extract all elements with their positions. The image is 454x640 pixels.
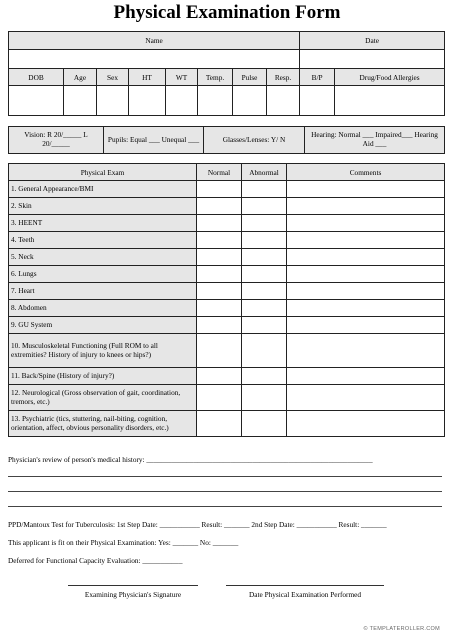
- normal-cell[interactable]: [197, 181, 242, 198]
- patient-info-table: [8, 31, 445, 116]
- table-row: [9, 283, 445, 300]
- exam-item-label: 8. Abdomen: [9, 300, 197, 317]
- history-line[interactable]: [8, 506, 442, 507]
- footer-credit: © TEMPLATEROLLER.COM: [363, 626, 440, 632]
- date-field[interactable]: [300, 50, 445, 69]
- dob-field[interactable]: [9, 86, 64, 116]
- abnormal-cell[interactable]: [242, 300, 287, 317]
- signature-line[interactable]: [68, 585, 198, 586]
- vision-field[interactable]: Vision: R 20/_____ L 20/_____: [9, 127, 104, 154]
- exam-item-label: 4. Teeth: [9, 232, 197, 249]
- normal-cell[interactable]: [197, 198, 242, 215]
- exam-item-label: 7. Heart: [9, 283, 197, 300]
- signature-label: Examining Physician's Signature: [84, 590, 182, 599]
- abnormal-cell[interactable]: [242, 232, 287, 249]
- hearing-field[interactable]: Hearing: Normal ___ Impaired___ Hearing Aid ___: [305, 127, 445, 154]
- comments-cell[interactable]: [287, 249, 445, 266]
- normal-cell[interactable]: [197, 249, 242, 266]
- normal-cell[interactable]: [197, 283, 242, 300]
- abnormal-cell[interactable]: [242, 385, 287, 411]
- table-row: [9, 368, 445, 385]
- col-allergies: Drug/Food Allergies: [335, 69, 445, 86]
- deferred-evaluation-line[interactable]: Deferred for Functional Capacity Evaluation: ___________: [8, 556, 183, 565]
- exam-item-label: 13. Psychiatric (tics, stuttering, nail-biting, cognition, orientation, affect, obvious personality disorders, etc.): [9, 411, 197, 437]
- comments-cell[interactable]: [287, 215, 445, 232]
- temp-field[interactable]: [198, 86, 233, 116]
- exam-item-label: 3. HEENT: [9, 215, 197, 232]
- date-performed-line[interactable]: [226, 585, 384, 586]
- comments-cell[interactable]: [287, 385, 445, 411]
- table-row: [9, 215, 445, 232]
- normal-cell[interactable]: [197, 232, 242, 249]
- resp-field[interactable]: [267, 86, 300, 116]
- normal-cell[interactable]: [197, 334, 242, 368]
- comments-cell[interactable]: [287, 334, 445, 368]
- name-field[interactable]: [9, 50, 300, 69]
- comments-cell[interactable]: [287, 266, 445, 283]
- table-row: [9, 411, 445, 437]
- date-performed-label: Date Physical Examination Performed: [248, 590, 362, 599]
- col-bp: B/P: [300, 69, 335, 86]
- comments-cell[interactable]: [287, 181, 445, 198]
- ht-field[interactable]: [129, 86, 166, 116]
- col-physical-exam: Physical Exam: [9, 164, 197, 181]
- comments-cell[interactable]: [287, 300, 445, 317]
- medical-history-review[interactable]: Physician's review of person's medical history: ______________________________________________________________: [8, 455, 373, 464]
- normal-cell[interactable]: [197, 300, 242, 317]
- exam-item-label: 1. General Appearance/BMI: [9, 181, 197, 198]
- abnormal-cell[interactable]: [242, 181, 287, 198]
- comments-cell[interactable]: [287, 317, 445, 334]
- tb-test-line[interactable]: PPD/Mantoux Test for Tuberculosis: 1st Step Date: ___________ Result: _______ 2nd Step Date: ___________ Result: _______: [8, 520, 387, 529]
- normal-cell[interactable]: [197, 411, 242, 437]
- date-header: Date: [300, 32, 445, 50]
- table-row: [9, 232, 445, 249]
- history-line[interactable]: [8, 491, 442, 492]
- normal-cell[interactable]: [197, 317, 242, 334]
- bp-field[interactable]: [300, 86, 335, 116]
- allergies-field[interactable]: [335, 86, 445, 116]
- col-normal: Normal: [197, 164, 242, 181]
- comments-cell[interactable]: [287, 368, 445, 385]
- exam-item-label: 2. Skin: [9, 198, 197, 215]
- table-row: [9, 334, 445, 368]
- exam-item-label: 10. Musculoskeletal Functioning (Full ROM to all extremities? History of injury to knees or hips?): [9, 334, 197, 368]
- abnormal-cell[interactable]: [242, 283, 287, 300]
- col-resp: Resp.: [267, 69, 300, 86]
- exam-item-label: 6. Lungs: [9, 266, 197, 283]
- abnormal-cell[interactable]: [242, 368, 287, 385]
- exam-item-label: 12. Neurological (Gross observation of gait, coordination, tremors, etc.): [9, 385, 197, 411]
- table-row: [9, 249, 445, 266]
- normal-cell[interactable]: [197, 266, 242, 283]
- abnormal-cell[interactable]: [242, 215, 287, 232]
- col-wt: WT: [166, 69, 198, 86]
- abnormal-cell[interactable]: [242, 198, 287, 215]
- comments-cell[interactable]: [287, 198, 445, 215]
- normal-cell[interactable]: [197, 215, 242, 232]
- abnormal-cell[interactable]: [242, 249, 287, 266]
- glasses-field[interactable]: Glasses/Lenses: Y/ N: [204, 127, 305, 154]
- table-row: [9, 385, 445, 411]
- wt-field[interactable]: [166, 86, 198, 116]
- comments-cell[interactable]: [287, 283, 445, 300]
- exam-item-label: 11. Back/Spine (History of injury?): [9, 368, 197, 385]
- exam-table: [8, 163, 445, 437]
- name-header: Name: [9, 32, 300, 50]
- exam-item-label: 9. GU System: [9, 317, 197, 334]
- abnormal-cell[interactable]: [242, 266, 287, 283]
- sex-field[interactable]: [97, 86, 129, 116]
- page-title: Physical Examination Form: [113, 2, 341, 23]
- table-row: [9, 266, 445, 283]
- normal-cell[interactable]: [197, 368, 242, 385]
- comments-cell[interactable]: [287, 411, 445, 437]
- col-sex: Sex: [97, 69, 129, 86]
- table-row: [9, 300, 445, 317]
- history-line[interactable]: [8, 476, 442, 477]
- fit-for-exam-line[interactable]: This applicant is fit on their Physical Examination: Yes: _______ No: _______: [8, 538, 239, 547]
- table-row: [9, 198, 445, 215]
- exam-item-label: 5. Neck: [9, 249, 197, 266]
- comments-cell[interactable]: [287, 232, 445, 249]
- abnormal-cell[interactable]: [242, 411, 287, 437]
- screening-table: [8, 126, 445, 154]
- col-ht: HT: [129, 69, 166, 86]
- col-age: Age: [64, 69, 97, 86]
- col-temp: Temp.: [198, 69, 233, 86]
- col-comments: Comments: [287, 164, 445, 181]
- abnormal-cell[interactable]: [242, 317, 287, 334]
- col-dob: DOB: [9, 69, 64, 86]
- table-row: [9, 317, 445, 334]
- table-row: [9, 181, 445, 198]
- pulse-field[interactable]: [233, 86, 267, 116]
- normal-cell[interactable]: [197, 385, 242, 411]
- col-pulse: Pulse: [233, 69, 267, 86]
- pupils-field[interactable]: Pupils: Equal ___ Unequal ___: [104, 127, 204, 154]
- col-abnormal: Abnormal: [242, 164, 287, 181]
- abnormal-cell[interactable]: [242, 334, 287, 368]
- age-field[interactable]: [64, 86, 97, 116]
